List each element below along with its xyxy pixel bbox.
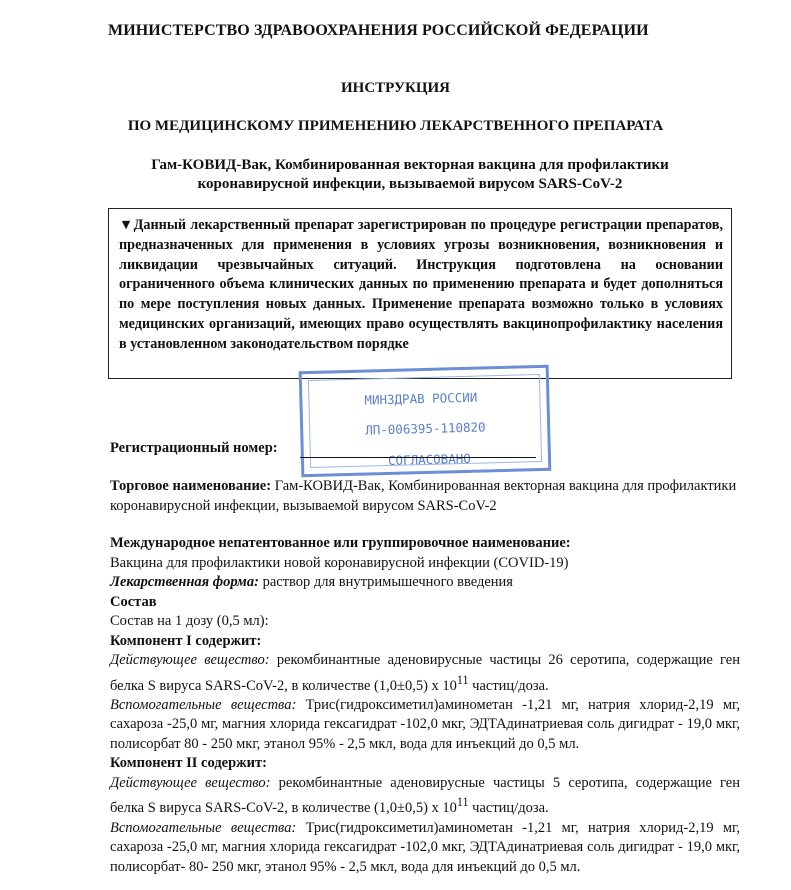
exponent: 11 <box>456 672 469 687</box>
stamp-line-ministry: МИНЗДРАВ РОССИИ <box>364 389 478 408</box>
registration-notice-box <box>108 208 732 379</box>
notice-body: Данный лекарственный препарат зарегистрирован по процедуре регистрации препаратов, предназначенных для применения в условиях угрозы возникновения, возникновения и ликвидации чрезвычайных ситуаций. Инструкция подготовлена на основании ограниченного объема клинических данных по применению препарата и будет дополняться по мере поступления новых данных. Применение препарата возможно только в условиях медицинских организаций, имеющих право осуществлять вакцинопрофилактику населения в установленном законодательством порядке <box>119 217 723 352</box>
active-substance-label: Действующее вещество: <box>110 652 270 668</box>
dosage-form-value: раствор для внутримышечного введения <box>262 574 513 590</box>
per-dose-line: Состав на 1 дозу (0,5 мл): <box>110 613 269 629</box>
trade-name-value: Гам-КОВИД-Вак, Комбинированная векторная вакцина для профилактики коронавирусной инфекции, вызываемой вирусом SARS-CoV-2 <box>110 478 737 514</box>
dosage-form-line <box>110 573 740 593</box>
stamp-line-number: ЛП-006395-110820 <box>365 419 486 438</box>
active-substance-value: рекомбинантные аденовирусные частицы 26 серотипа, содержащие ген белка S вируса SARS-CoV-2, в количестве (1,0±0,5) х 10 <box>110 652 740 694</box>
excipients-label: Вспомогательные вещества: <box>110 819 297 836</box>
registration-notice-text <box>119 216 723 355</box>
component-2-heading: Компонент II содержит: <box>110 755 267 772</box>
stamp-line-approved: СОГЛАСОВАНО <box>387 450 471 468</box>
active-substance-label: Действующее вещество: <box>110 774 271 791</box>
inn-label: Международное непатентованное или группировочное наименование: <box>110 535 571 551</box>
excipients-value: Трис(гидроксиметил)аминометан -1,21 мг, натрия хлорид-2,19 мг, сахароза -25,0 мг, магния хлорида гексагидрат -102,0 мкг, ЭДТАдинатриевая соль дигидрат - 19,0 мкг, полисорбат 80 - 250 мкг, этанол 95% - 2,5 мкл, вода для инъекций до 0,5 мл. <box>110 696 740 752</box>
component-2-excipients <box>110 819 740 878</box>
trade-name-label: Торговое наименование: <box>110 478 272 494</box>
product-title: Гам-КОВИД-Вак, Комбинированная векторная вакцина для профилактики коронавирусной инфекции, вызываемой вирусом SARS-CoV-2 <box>151 157 669 192</box>
registration-number-blank <box>300 457 536 458</box>
doc-title: ИНСТРУКЦИЯ <box>340 80 450 96</box>
component-1-excipients <box>110 696 740 755</box>
registration-number-label: Регистрационный номер: <box>110 440 278 456</box>
component-2-active <box>110 774 740 819</box>
black-triangle-icon: ▼ <box>119 217 134 233</box>
active-substance-unit: частиц/доза. <box>472 800 549 817</box>
approval-stamp <box>299 365 552 478</box>
doc-subtitle: ПО МЕДИЦИНСКОМУ ПРИМЕНЕНИЮ ЛЕКАРСТВЕННОГО ПРЕПАРАТА <box>127 118 664 134</box>
active-substance-value: рекомбинантные аденовирусные частицы 5 серотипа, содержащие ген белка S вируса SARS-CoV-2, в количестве (1,0±0,5) х 10 <box>110 774 740 817</box>
exponent: 11 <box>456 795 469 810</box>
inn-section <box>110 534 740 877</box>
component-1-active <box>110 651 740 696</box>
excipients-label: Вспомогательные вещества: <box>110 696 297 713</box>
excipients-value: Трис(гидроксиметил)аминометан -1,21 мг, натрия хлорид-2,19 мг, сахароза -25,0 мг, магния хлорида гексагидрат -102,0 мкг, ЭДТАдинатриевая соль дигидрат - 19,0 мкг, полисорбат- 80- 250 мкг, этанол 95% - 2,5 мкл, вода для инъекций до 0,5 мл. <box>110 819 740 875</box>
dosage-form-label: Лекарственная форма: <box>110 574 259 590</box>
ministry-header: МИНИСТЕРСТВО ЗДРАВООХРАНЕНИЯ РОССИЙСКОЙ ФЕДЕРАЦИИ <box>108 22 649 39</box>
active-substance-unit: частиц/доза. <box>472 677 549 694</box>
trade-name-section <box>110 477 740 516</box>
component-1-heading: Компонент I содержит: <box>110 632 262 649</box>
composition-heading: Состав <box>110 593 157 610</box>
inn-value: Вакцина для профилактики новой коронавирусной инфекции (COVID-19) <box>110 554 569 571</box>
